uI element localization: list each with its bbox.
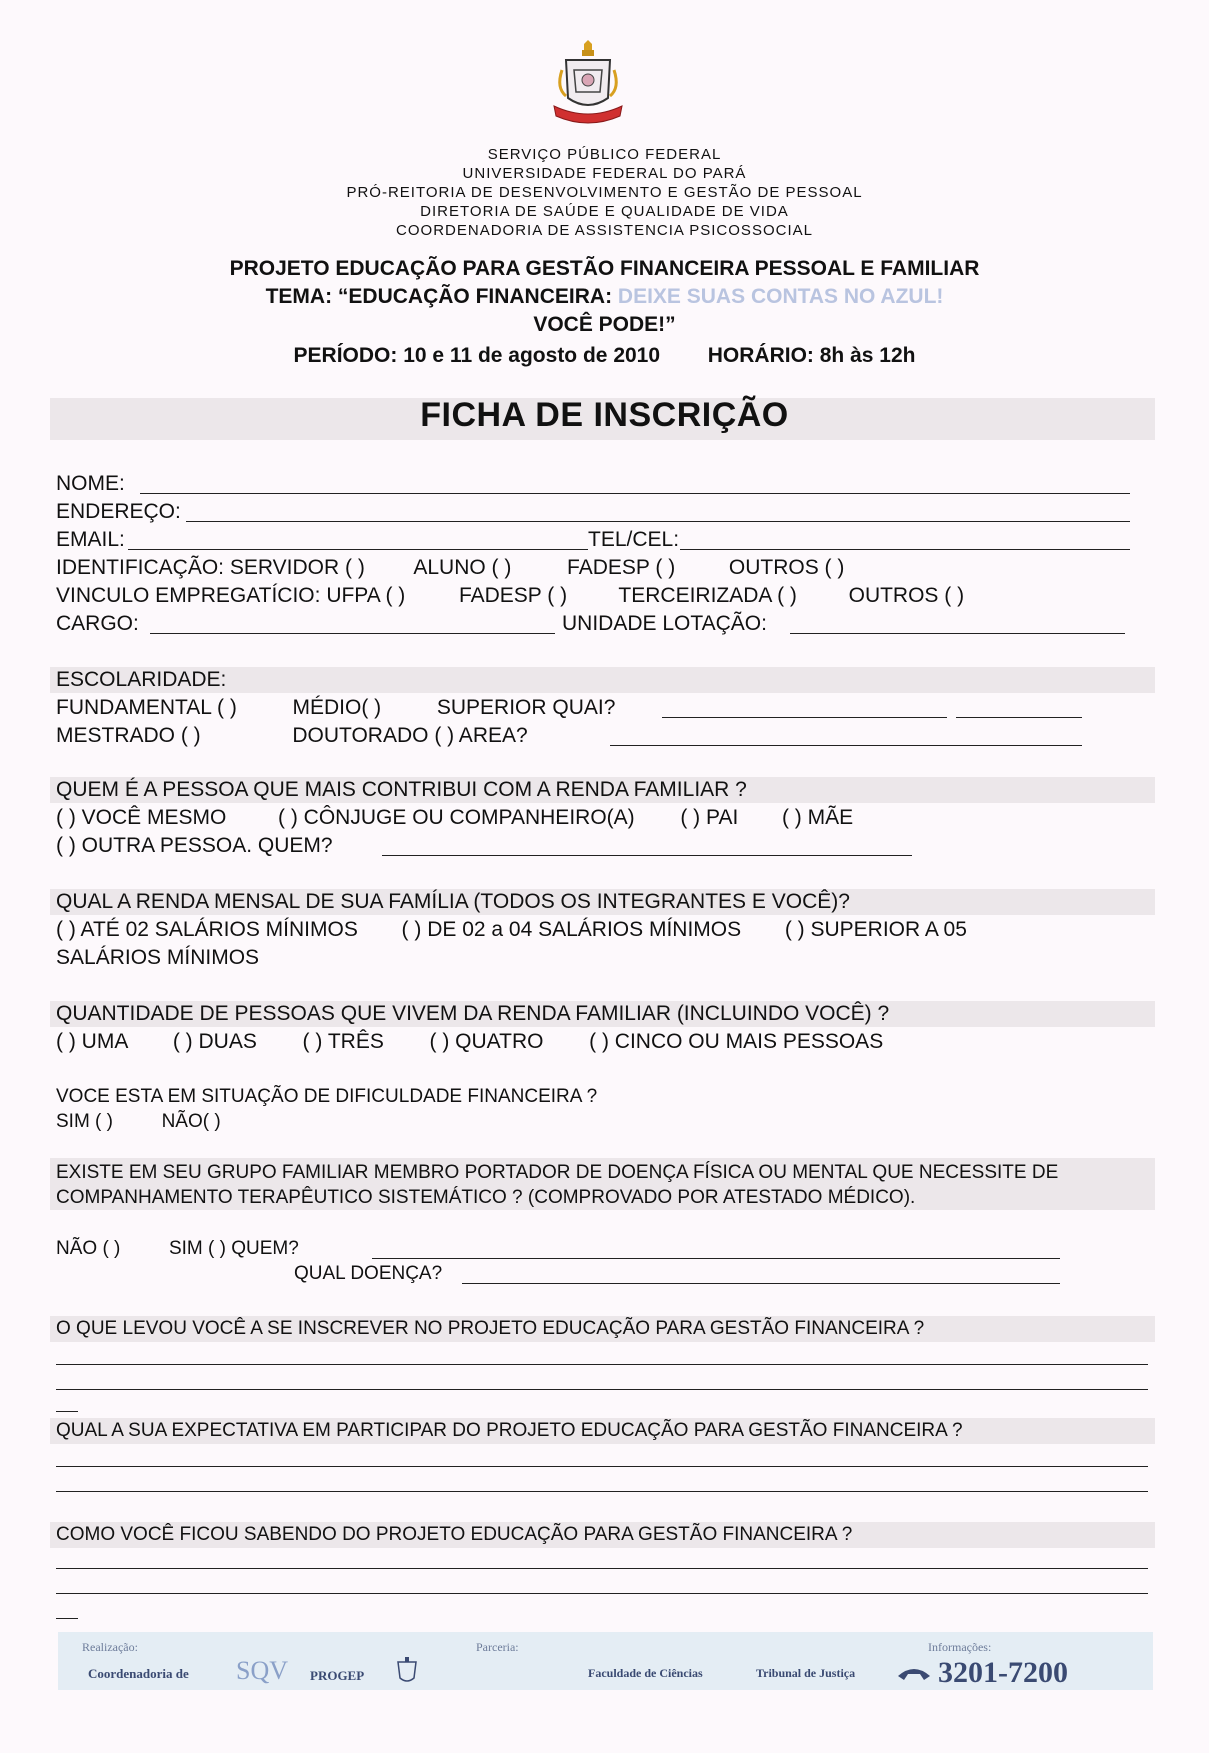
- theme-line: [0, 283, 1209, 311]
- option-spouse[interactable]: ( ) CÔNJUGE OU COMPANHEIRO(A): [278, 806, 635, 829]
- question-household: QUANTIDADE DE PESSOAS QUE VIVEM DA RENDA FAMILIAR (INCLUINDO VOCÊ) ?: [56, 1002, 890, 1025]
- schooling-doutorado[interactable]: DOUTORADO ( ) AREA?: [292, 724, 528, 747]
- identification-outros[interactable]: OUTROS ( ): [728, 556, 845, 579]
- how-heard-line-1[interactable]: [56, 1568, 1148, 1569]
- period: PERÍODO: 10 e 11 de agosto de 2010: [293, 344, 661, 367]
- job-label: CARGO:: [56, 612, 139, 635]
- schooling-row-2: [56, 723, 528, 749]
- option-other-person[interactable]: ( ) OUTRA PESSOA. QUEM?: [56, 834, 333, 857]
- schedule: HORÁRIO: 8h às 12h: [707, 344, 916, 367]
- header-line: SERVIÇO PÚBLICO FEDERAL: [487, 146, 722, 163]
- contributor-options: [56, 805, 853, 831]
- email-field[interactable]: [128, 549, 588, 550]
- question-illness-2: COMPANHAMENTO TERAPÊUTICO SISTEMÁTICO ? (COMPROVADO POR ATESTADO MÉDICO).: [56, 1187, 916, 1208]
- theme-faded-text: DEIXE SUAS CONTAS NO AZUL!: [617, 285, 944, 308]
- question-difficulty: VOCE ESTA EM SITUAÇÃO DE DIFICULDADE FINANCEIRA ?: [56, 1086, 598, 1107]
- footer-band: [58, 1632, 1153, 1690]
- header-line: PRÓ-REITORIA DE DESENVOLVIMENTO E GESTÃO DE PESSOAL: [346, 184, 863, 201]
- footer-coord: Coordenadoria de: [88, 1666, 189, 1681]
- question-expectation: QUAL A SUA EXPECTATIVA EM PARTICIPAR DO PROJETO EDUCAÇÃO PARA GESTÃO FINANCEIRA ?: [56, 1420, 963, 1441]
- footer-sqv-logo: SQV: [236, 1656, 289, 1685]
- income-options-cont: SALÁRIOS MÍNIMOS: [56, 946, 260, 969]
- schooling-medio[interactable]: MÉDIO( ): [292, 696, 382, 719]
- employment-outros[interactable]: OUTROS ( ): [848, 584, 965, 607]
- employment-row: [56, 583, 964, 609]
- motivation-line-2[interactable]: [56, 1389, 1148, 1390]
- expectation-line-1[interactable]: [56, 1466, 1148, 1467]
- income-options: [56, 917, 967, 943]
- address-field[interactable]: [186, 521, 1130, 522]
- header-line: UNIVERSIDADE FEDERAL DO PARÁ: [462, 165, 747, 182]
- option-illness-yes[interactable]: SIM ( ) QUEM?: [168, 1238, 299, 1259]
- phone-icon: [896, 1662, 932, 1684]
- option-mother[interactable]: ( ) MÃE: [781, 806, 854, 829]
- form-title: FICHA DE INSCRIÇÃO: [420, 396, 789, 434]
- how-heard-line-2[interactable]: [56, 1593, 1148, 1594]
- question-contributor: QUEM É A PESSOA QUE MAIS CONTRIBUI COM A RENDA FAMILIAR ?: [56, 778, 747, 801]
- identification-servidor[interactable]: IDENTIFICAÇÃO: SERVIDOR ( ): [56, 556, 365, 579]
- option-two[interactable]: ( ) DUAS: [172, 1030, 257, 1053]
- illness-which-field[interactable]: [462, 1283, 1060, 1284]
- project-title: PROJETO EDUCAÇÃO PARA GESTÃO FINANCEIRA PESSOAL E FAMILIAR: [229, 257, 980, 280]
- option-one[interactable]: ( ) UMA: [56, 1030, 128, 1053]
- difficulty-options: [56, 1109, 221, 1135]
- footer-realizacao: Realização:: [82, 1640, 138, 1654]
- employment-terceirizada[interactable]: TERCEIRIZADA ( ): [618, 584, 797, 607]
- illness-who-field[interactable]: [372, 1258, 1060, 1259]
- option-yes[interactable]: SIM ( ): [56, 1111, 113, 1132]
- how-heard-line-3[interactable]: [56, 1618, 78, 1619]
- option-no[interactable]: NÃO( ): [161, 1111, 221, 1132]
- identification-aluno[interactable]: ALUNO ( ): [413, 556, 512, 579]
- option-over-5[interactable]: ( ) SUPERIOR A 05: [784, 918, 967, 941]
- option-four[interactable]: ( ) QUATRO: [429, 1030, 544, 1053]
- unit-label: UNIDADE LOTAÇÃO:: [562, 612, 767, 635]
- footer-tribunal: Tribunal de Justiça: [756, 1666, 856, 1680]
- question-how-heard: COMO VOCÊ FICOU SABENDO DO PROJETO EDUCAÇÃO PARA GESTÃO FINANCEIRA ?: [56, 1524, 853, 1545]
- question-illness-1: EXISTE EM SEU GRUPO FAMILIAR MEMBRO PORTADOR DE DOENÇA FÍSICA OU MENTAL QUE NECESSITE DE: [56, 1162, 1059, 1183]
- option-five-plus[interactable]: ( ) CINCO OU MAIS PESSOAS: [589, 1030, 884, 1053]
- other-person-field[interactable]: [382, 855, 912, 856]
- email-label: EMAIL:: [56, 528, 125, 551]
- footer-crest-icon: [394, 1656, 420, 1686]
- footer-faculdade: Faculdade de Ciências: [588, 1666, 703, 1680]
- period-line: [0, 342, 1209, 370]
- superior-field-2[interactable]: [956, 717, 1082, 718]
- header-line: DIRETORIA DE SAÚDE E QUALIDADE DE VIDA: [420, 203, 789, 220]
- university-coat-of-arms: [548, 40, 628, 130]
- household-options: [56, 1029, 883, 1055]
- name-field[interactable]: [140, 493, 1130, 494]
- question-income: QUAL A RENDA MENSAL DE SUA FAMÍLIA (TODOS OS INTEGRANTES E VOCÊ)?: [56, 890, 850, 913]
- identification-fadesp[interactable]: FADESP ( ): [567, 556, 676, 579]
- footer-progep-logo: PROGEP: [310, 1668, 365, 1683]
- footer-parceria: Parceria:: [476, 1640, 519, 1654]
- expectation-line-2[interactable]: [56, 1491, 1148, 1492]
- option-up-to-2[interactable]: ( ) ATÉ 02 SALÁRIOS MÍNIMOS: [56, 918, 358, 941]
- area-field[interactable]: [610, 745, 1082, 746]
- theme-end: VOCÊ PODE!”: [533, 313, 676, 336]
- option-self[interactable]: ( ) VOCÊ MESMO: [56, 806, 227, 829]
- phone-field[interactable]: [680, 549, 1130, 550]
- option-illness-no[interactable]: NÃO ( ): [56, 1238, 121, 1259]
- footer-phone: 3201-7200: [938, 1656, 1068, 1689]
- phone-label: TEL/CEL:: [588, 528, 680, 551]
- name-label: NOME:: [56, 472, 125, 495]
- illness-options: [56, 1236, 299, 1262]
- illness-which-label: QUAL DOENÇA?: [294, 1263, 443, 1284]
- footer-informacoes: Informações:: [928, 1640, 992, 1654]
- motivation-line-3[interactable]: [56, 1411, 78, 1412]
- schooling-label: ESCOLARIDADE:: [56, 668, 227, 691]
- superior-field[interactable]: [662, 717, 947, 718]
- schooling-row-1: [56, 695, 615, 721]
- header-line: COORDENADORIA DE ASSISTENCIA PSICOSSOCIAL: [396, 222, 813, 239]
- question-motivation: O QUE LEVOU VOCÊ A SE INSCREVER NO PROJETO EDUCAÇÃO PARA GESTÃO FINANCEIRA ?: [56, 1318, 925, 1339]
- unit-field[interactable]: [790, 633, 1125, 634]
- motivation-line-1[interactable]: [56, 1364, 1148, 1365]
- theme-prefix: TEMA: “EDUCAÇÃO FINANCEIRA:: [265, 285, 613, 308]
- option-2-to-4[interactable]: ( ) DE 02 a 04 SALÁRIOS MÍNIMOS: [401, 918, 742, 941]
- schooling-superior[interactable]: SUPERIOR QUAI?: [436, 696, 616, 719]
- address-label: ENDEREÇO:: [56, 500, 181, 523]
- option-father[interactable]: ( ) PAI: [680, 806, 739, 829]
- job-field[interactable]: [150, 633, 555, 634]
- schooling-mestrado[interactable]: MESTRADO ( ): [56, 724, 201, 747]
- option-three[interactable]: ( ) TRÊS: [302, 1030, 384, 1053]
- schooling-fundamental[interactable]: FUNDAMENTAL ( ): [56, 696, 237, 719]
- employment-ufpa[interactable]: VINCULO EMPREGATÍCIO: UFPA ( ): [56, 584, 406, 607]
- employment-fadesp[interactable]: FADESP ( ): [458, 584, 568, 607]
- identification-row: [56, 555, 844, 581]
